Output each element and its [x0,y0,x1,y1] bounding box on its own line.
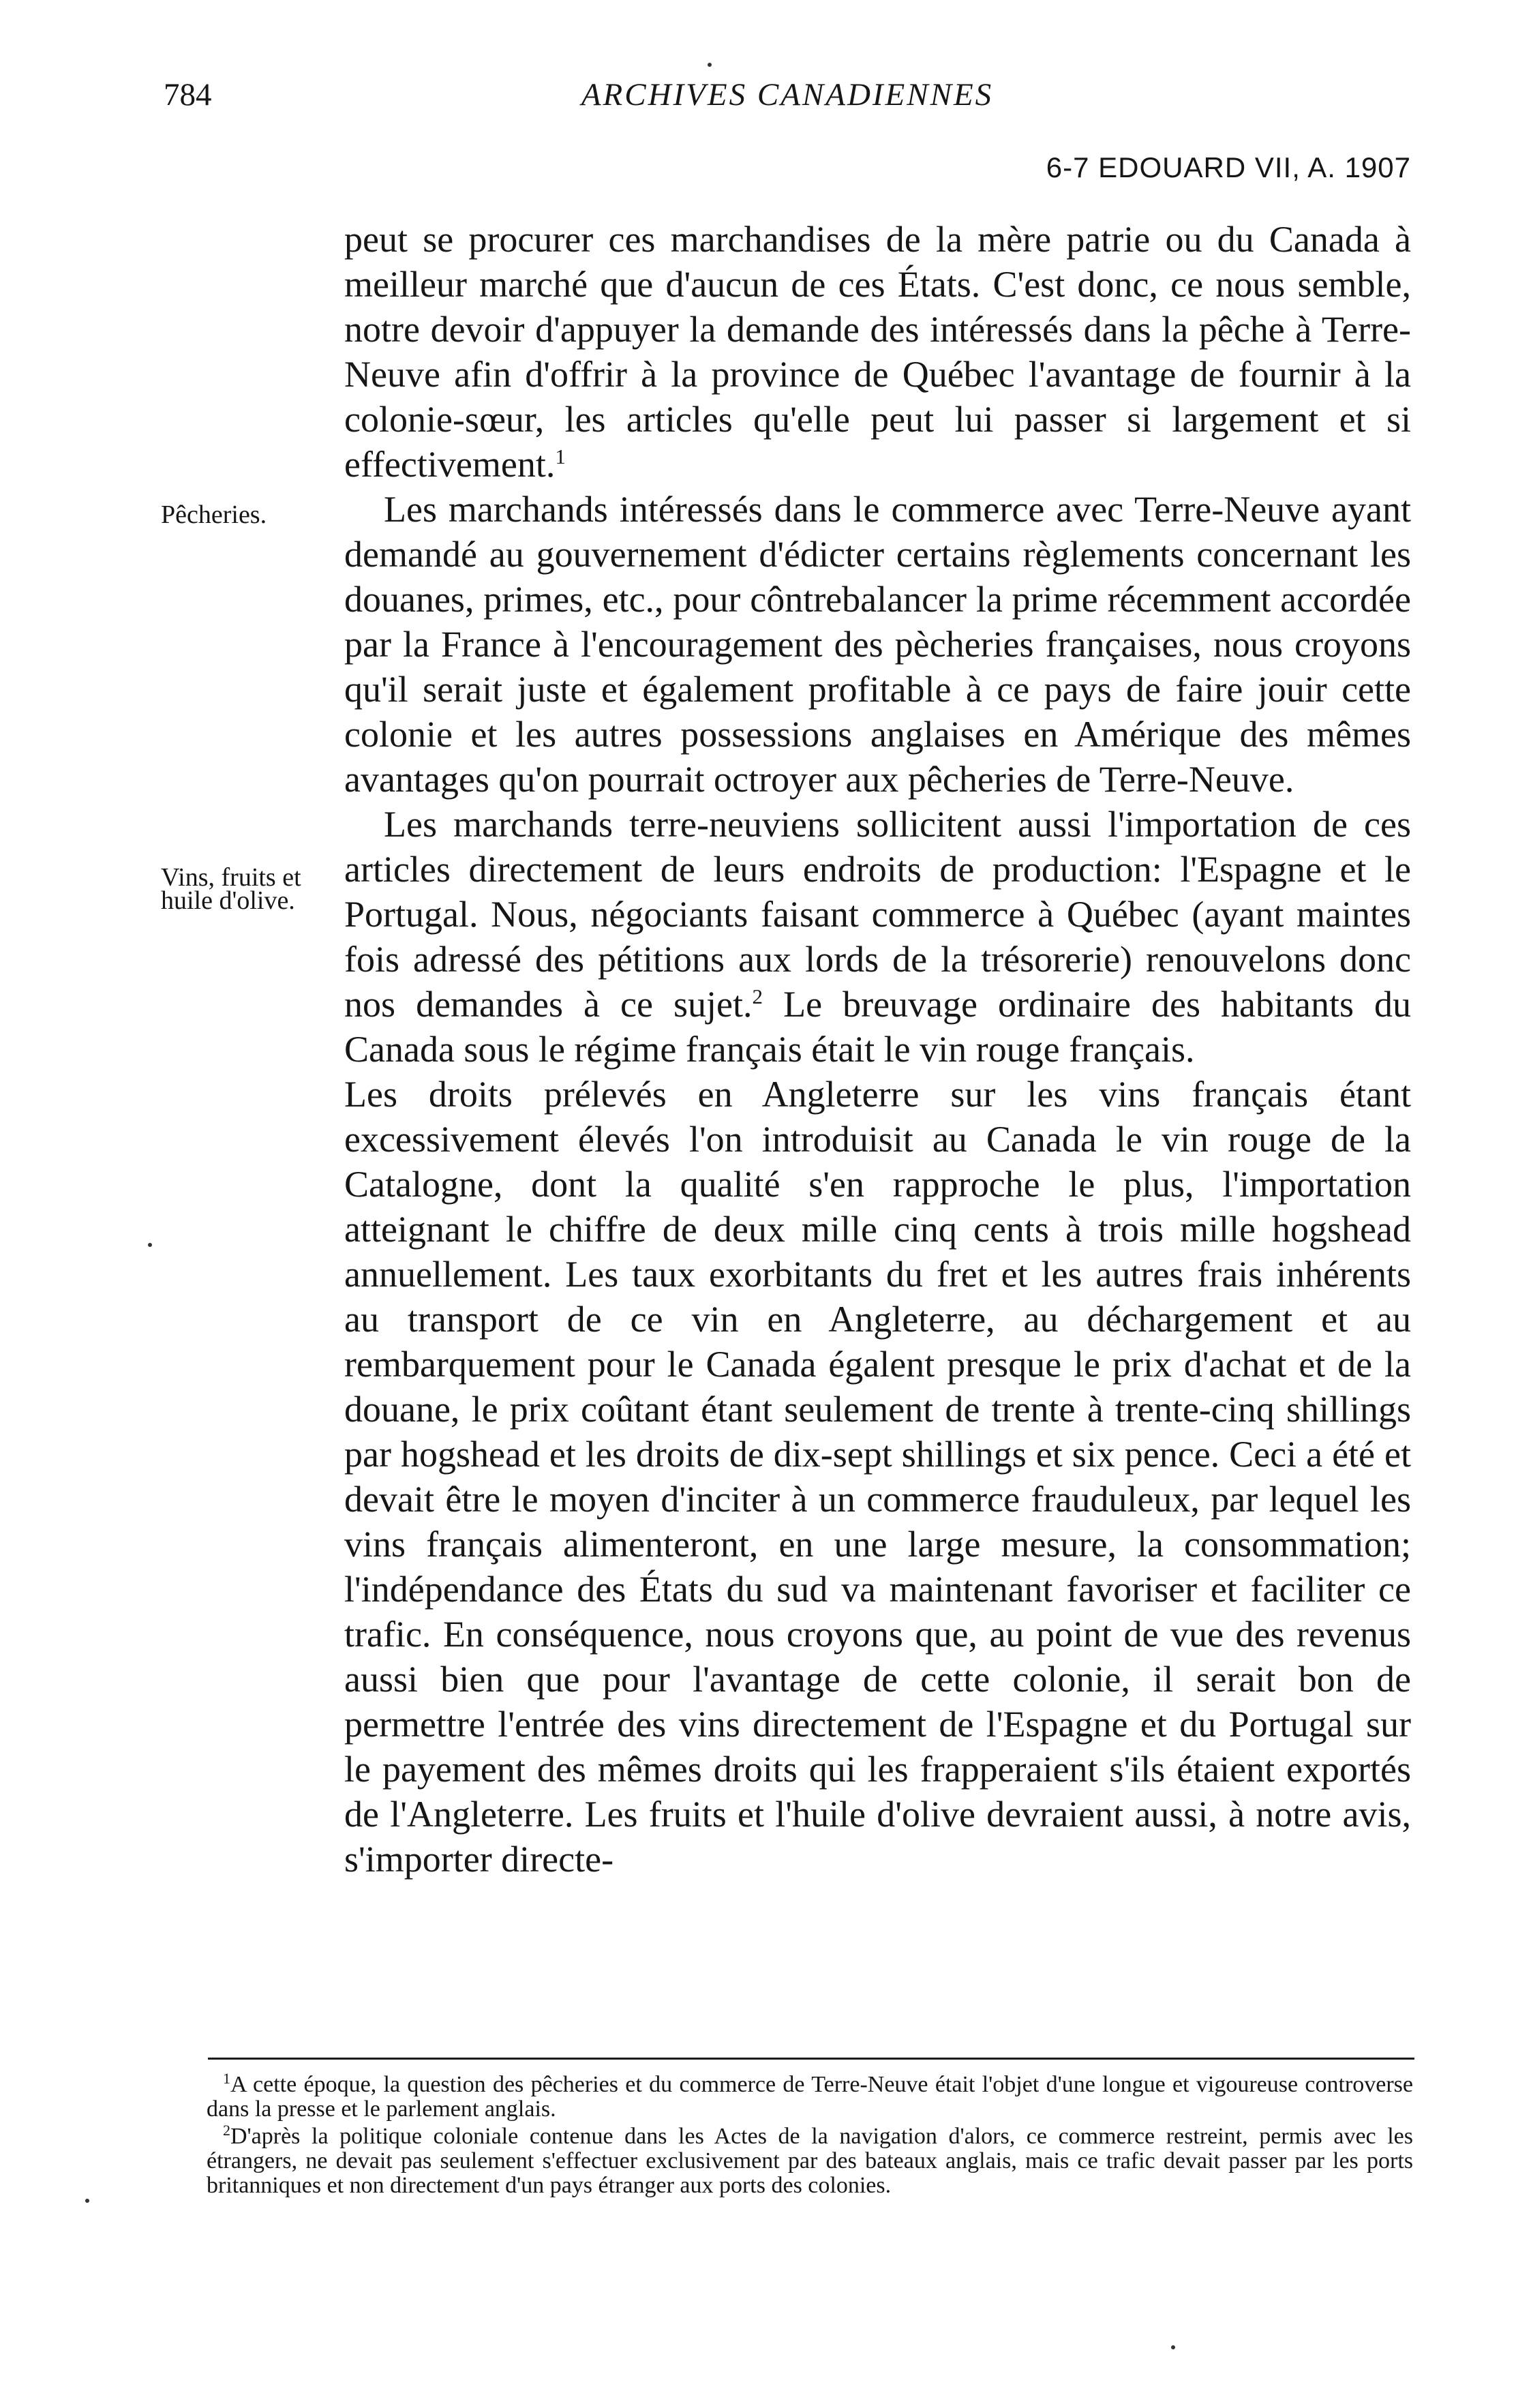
footnote-1-text: A cette époque, la question des pêcheries et du commerce de Terre-Neuve était l'objet d'une longue et vigoureuse controverse dans la presse et le parlement anglais. [207,2072,1413,2122]
footnote-ref-1: 1 [555,445,566,468]
page-number: 784 [164,77,212,112]
print-speck [708,63,712,67]
paragraph-2: Les marchands intéressés dans le commerce avec Terre-Neuve ayant demandé au gouvernement d'édicter certains règlements concernant les douanes, primes, etc., pour côntrebalancer la prime récemment accordée par la France à l'encouragement des pècheries françaises, nous croyons qu'il serait juste et également profitable à ce pays de faire jouir cette colonie et les autres possessions anglaises en Amérique des mêmes avantages qu'on pourrait octroyer aux pêcheries de Terre-Neuve. [344,489,1411,800]
running-head [164,76,1411,183]
running-title: ARCHIVES CANADIENNES [581,77,994,112]
print-speck [1171,2345,1175,2349]
print-speck [85,2199,89,2203]
footnote-2-text: D'après la politique coloniale contenue dans les Actes de la navigation d'alors, ce commerce restreint, permis avec les étrangers, ne devait pas seulement s'effectuer exclusivement par des bateaux anglais, mais ce trafic devait passer par les ports britanniques et non directement d'un pays étranger aux ports des colonies. [207,2124,1413,2198]
paragraph-3-text-b: Le breuvage ordinaire des habitants du Canada sous le régime français était le vin rouge français. [344,984,1412,1070]
footnote-ref-2: 2 [752,984,763,1008]
paragraph-3-text-a: Les marchands terre-neuviens sollicitent aussi l'importation de ces articles directement de leurs endroits de production: l'Espagne et le Portugal. Nous, négociants faisant commerce à Québec (ayant maintes fois adressé des pétitions aux lords de la trésorerie) renouvelons donc nos demandes à ce sujet. [344,804,1411,1025]
footnote-2-marker: 2 [223,2122,230,2139]
footnote-1 [207,2070,1413,2122]
footnote-2 [207,2124,1413,2198]
paragraph-1-text: peut se procurer ces marchandises de la mère patrie ou du Canada à meilleur marché que d'aucun de ces États. C'est donc, ce nous semble, notre devoir d'appuyer la demande des intéressés dans la pêche à Terre-Neuve afin d'offrir à la province de Québec l'avantage de fournir à la colonie-sœur, les articles qu'elle peut lui passer si largement et si effectivement. [344,219,1411,485]
margin-note-vins: Vins, fruits et huile d'olive. [161,863,301,915]
edition-label: 6-7 EDOUARD VII, A. 1907 [1046,151,1411,183]
paragraph-4: Les droits prélevés en Angleterre sur les vins français étant excessivement élevés l'on introduisit au Canada le vin rouge de la Catalogne, dont la qualité s'en rapproche le plus, l'importation atteignant le chiffre de deux mille cinq cents à trois mille hogshead annuellement. Les taux exorbitants du fret et les autres frais inhérents au transport de ce vin en Angleterre, au déchargement et au rembarquement pour le Canada égalent presque le prix d'achat et de la douane, le prix coûtant étant seulement de trente à trente-cinq shillings par hogshead et les droits de dix-sept shillings et six pence. Ceci a été et devait être le moyen d'inciter à un commerce frauduleux, par lequel les vins français alimenteront, en une large mesure, la consommation; l'indépendance des États du sud va maintenant favoriser et faciliter ce trafic. En conséquence, nous croyons que, au point de vue des revenus aussi bien que pour l'avantage de cette colonie, il serait bon de permettre l'entrée des vins directement de l'Espagne et du Portugal sur le payement des mêmes droits qui les frapperaient s'ils étaient exportés de l'Angleterre. Les fruits et l'huile d'olive devraient aussi, à notre avis, s'importer directe- [344,1074,1411,1880]
body-text [344,217,1411,1882]
footnote-divider [208,2058,1414,2060]
paragraph-1 [344,217,1411,487]
footnotes [207,2070,1413,2201]
print-speck [148,1243,152,1247]
footnote-1-marker: 1 [223,2070,230,2087]
margin-note-pecheries: Pêcheries. [161,500,267,529]
paragraph-3 [344,802,1411,1072]
